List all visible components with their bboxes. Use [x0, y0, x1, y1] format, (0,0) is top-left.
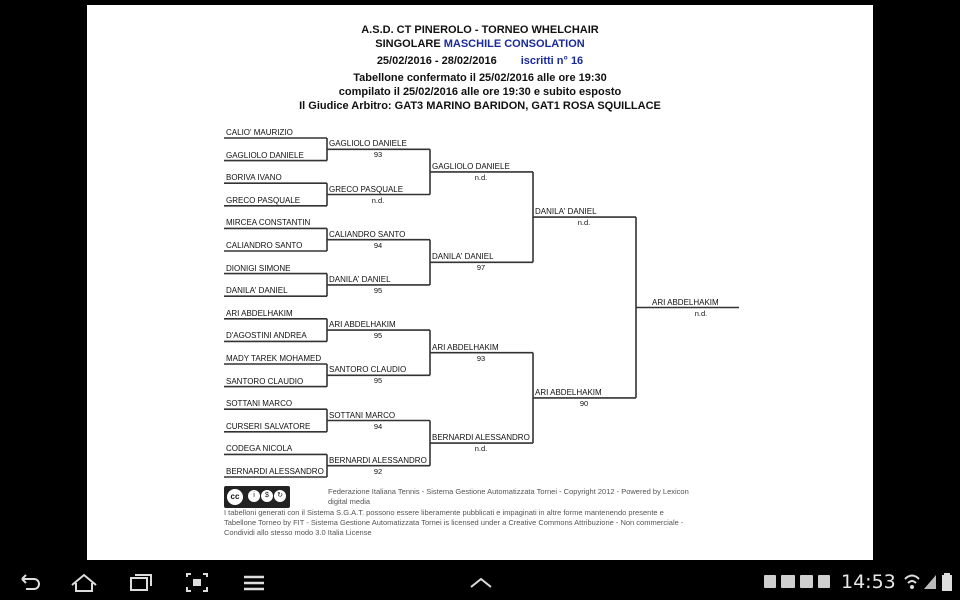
noncommercial-icon: $ [261, 490, 273, 502]
bag-notification-icon[interactable] [818, 575, 830, 588]
match-score: 94 [373, 421, 383, 431]
match-score: n.d. [577, 218, 591, 228]
player-name: MIRCEA CONSTANTIN [226, 218, 311, 228]
cc-logo-icon: cc [227, 489, 243, 505]
player-name: SANTORO CLAUDIO [226, 376, 304, 386]
match-score: 93 [373, 150, 383, 160]
match-score: 90 [579, 398, 589, 408]
player-name: CALIO' MAURIZIO [226, 128, 293, 137]
recent-apps-icon[interactable] [126, 565, 156, 600]
player-name: ARI ABDELHAKIM [432, 342, 499, 352]
match-score: 95 [373, 331, 383, 341]
signal-icon [922, 565, 938, 600]
player-name: GAGLIOLO DANIELE [329, 139, 407, 149]
player-name: CURSERI SALVATORE [226, 421, 311, 431]
player-name: DANILA' DANIEL [432, 252, 494, 262]
tournament-title: A.S.D. CT PINEROLO - TORNEO WHELCHAIR [361, 24, 599, 36]
match-score: n.d. [474, 172, 488, 182]
referee-line: Il Giudice Arbitro: GAT3 MARINO BARIDON, GAT1 ROSA SQUILLACE [299, 100, 661, 112]
back-icon[interactable] [14, 565, 44, 600]
player-name: MADY TAREK MOHAMED [226, 354, 322, 363]
player-name: DANILA' DANIEL [535, 207, 597, 217]
player-name: DANILA' DANIEL [329, 274, 391, 284]
match-score: n.d. [474, 444, 488, 454]
player-name: CALIANDRO SANTO [226, 241, 303, 250]
confirmed-line: Tabellone confermato il 25/02/2016 alle ore 19:30 [353, 72, 607, 84]
tournament-dates: 25/02/2016 - 28/02/2016 [376, 55, 497, 67]
player-name: SOTTANI MARCO [329, 410, 396, 420]
player-name: ARI ABDELHAKIM [652, 297, 719, 307]
draw-category-prefix: SINGOLARE [375, 38, 444, 50]
menu-icon[interactable] [240, 565, 268, 600]
player-name: SANTORO CLAUDIO [329, 365, 407, 375]
attribution-icon: i [248, 490, 260, 502]
player-name: BERNARDI ALESSANDRO [226, 467, 324, 476]
player-name: CODEGA NICOLA [226, 444, 293, 454]
creative-commons-badge[interactable] [224, 486, 290, 508]
license-line-1: I tabelloni generati con il Sistema S.G.A.T. possono essere liberamente pubblicati e impaginati in altre forme mantenendo presente e [224, 508, 664, 517]
player-name: DIONIGI SIMONE [226, 263, 291, 273]
match-score: n.d. [371, 195, 385, 205]
player-name: GAGLIOLO DANIELE [226, 150, 304, 160]
license-line-2: Tabellone Torneo by FIT - Sistema Gestione Automatizzata Tornei is licensed under a Creative Commons Attribuzione - Non commerciale - [224, 518, 684, 527]
sharealike-icon: ↻ [274, 490, 286, 502]
entries-count: iscritti n° 16 [520, 55, 584, 67]
match-score: 93 [476, 353, 486, 363]
home-icon[interactable] [68, 565, 100, 600]
credit-line-1: Federazione Italiana Tennis - Sistema Gestione Automatizzata Tornei - Copyright 2012 - Powered by Lexicon [328, 487, 689, 496]
draw-category-highlight: MASCHILE CONSOLATION [443, 38, 585, 50]
file-notification-icon[interactable] [764, 575, 776, 588]
player-name: BORIVA IVANO [226, 173, 282, 183]
screenshot-icon[interactable] [182, 565, 212, 600]
clock: 14:53 [841, 571, 896, 593]
video-notification-icon[interactable] [800, 575, 813, 588]
player-name: ARI ABDELHAKIM [226, 308, 293, 318]
wifi-icon [903, 565, 921, 600]
player-name: BERNARDI ALESSANDRO [329, 455, 427, 465]
match-score: 94 [373, 240, 383, 250]
player-name: BERNARDI ALESSANDRO [432, 433, 530, 443]
image-notification-icon[interactable] [781, 575, 795, 588]
credit-line-2: digital media [328, 497, 371, 506]
license-line-3: Condividi allo stesso modo 3.0 Italia License [224, 528, 372, 537]
player-name: DANILA' DANIEL [226, 286, 288, 296]
player-name: GAGLIOLO DANIELE [432, 161, 510, 171]
match-score: 95 [373, 376, 383, 386]
player-name: CALIANDRO SANTO [329, 229, 406, 239]
match-score: n.d. [694, 308, 708, 318]
match-score: 97 [476, 263, 486, 273]
player-name: D'AGOSTINI ANDREA [226, 331, 307, 341]
system-navigation-bar [0, 565, 960, 600]
chevron-up-icon[interactable] [466, 565, 496, 600]
match-score: 95 [373, 285, 383, 295]
compiled-line: compilato il 25/02/2016 alle ore 19:30 e subito esposto [338, 86, 622, 98]
battery-icon [940, 565, 954, 600]
match-score: 92 [373, 466, 383, 476]
player-name: GRECO PASQUALE [226, 195, 301, 205]
player-name: GRECO PASQUALE [329, 184, 404, 194]
player-name: SOTTANI MARCO [226, 399, 293, 409]
player-name: ARI ABDELHAKIM [329, 320, 396, 330]
player-name: ARI ABDELHAKIM [535, 387, 602, 397]
